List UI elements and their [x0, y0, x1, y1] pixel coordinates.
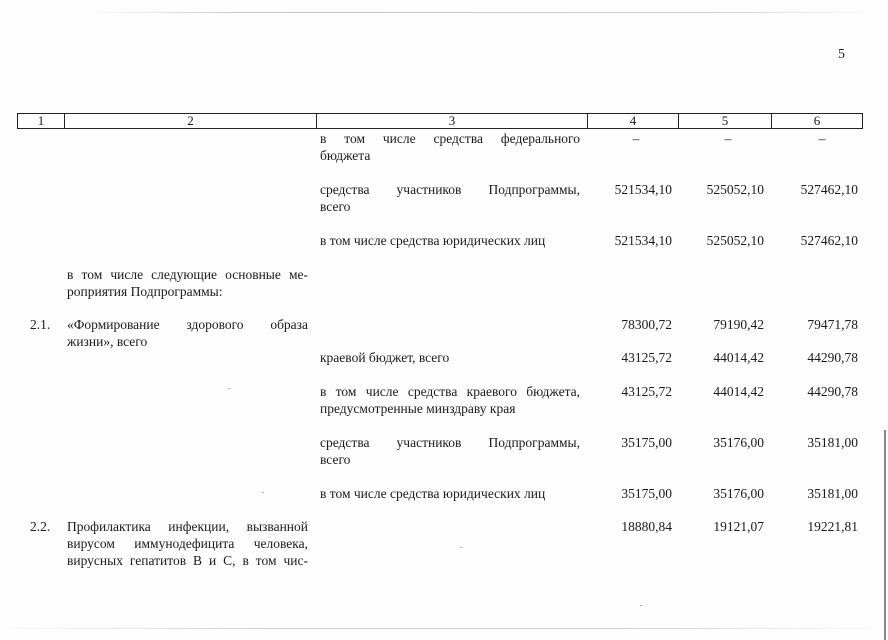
section-heading-line: в том числе следующие основные ме- [67, 267, 308, 282]
row-description-line: всего [320, 199, 351, 214]
item-title-line: вирусных гепатитов B и C, в том чис- [67, 553, 308, 568]
value-col4: 35175,00 [621, 435, 672, 450]
value-col6: 19221,81 [807, 519, 858, 534]
row-description-line: краевой бюджет, всего [320, 350, 450, 365]
value-col5: 79190,42 [713, 317, 764, 332]
row-description-line: предусмотренные минздраву края [320, 401, 516, 416]
header-cell-2: 2 [187, 113, 194, 128]
row-description-line: в том числе средства краевого бюджета, [320, 384, 580, 399]
item-title-line: Профилактика инфекции, вызванной [67, 519, 308, 534]
value-col6: 35181,00 [807, 435, 858, 450]
value-col6: 35181,00 [807, 486, 858, 501]
header-cell-3: 3 [448, 113, 456, 128]
value-col5: 35176,00 [713, 435, 764, 450]
value-col4: 521534,10 [614, 182, 672, 197]
row-description-line: бюджета [320, 148, 371, 163]
value-col4: 78300,72 [621, 317, 672, 332]
scan-bottom-artifact-line [0, 628, 888, 629]
item-title-line: вирусом иммунодефицита человека, [67, 536, 308, 551]
item-title-line: жизни», всего [67, 334, 148, 349]
item-number: 2.1. [30, 317, 51, 332]
scan-speck [228, 388, 230, 389]
value-col5: 525052,10 [706, 233, 764, 248]
value-col5: 44014,42 [713, 350, 764, 365]
header-cell-6: 6 [813, 113, 821, 128]
row-description-line: в том числе средства юридических лиц [320, 486, 546, 501]
value-col6: 79471,78 [807, 317, 858, 332]
header-cell-1: 1 [37, 113, 45, 128]
section-heading-line: роприятия Подпрограммы: [67, 284, 223, 299]
value-col4: 43125,72 [621, 350, 672, 365]
value-col6: 44290,78 [807, 350, 858, 365]
value-col4: 521534,10 [614, 233, 672, 248]
value-col4: 18880,84 [621, 519, 672, 534]
scan-speck [460, 547, 462, 548]
value-col4: 43125,72 [621, 384, 672, 399]
header-cell-4: 4 [629, 113, 637, 128]
value-col5: – [724, 131, 732, 146]
header-cell-5: 5 [721, 113, 729, 128]
value-col4: 35175,00 [621, 486, 672, 501]
value-col4: – [632, 131, 640, 146]
row-description-line: в том числе средства юридических лиц [320, 233, 546, 248]
row-description-line: всего [320, 452, 351, 467]
item-number: 2.2. [30, 519, 51, 534]
row-description-line: средства участников Подпрограммы, [320, 182, 580, 197]
value-col6: 527462,10 [800, 182, 858, 197]
scan-speck [262, 492, 264, 493]
value-col6: 44290,78 [807, 384, 858, 399]
table-header-row [17, 113, 863, 129]
value-col5: 44014,42 [713, 384, 764, 399]
scan-top-artifact-line [90, 12, 870, 13]
value-col5: 525052,10 [706, 182, 764, 197]
row-description-line: средства участников Подпрограммы, [320, 435, 580, 450]
item-title-line: «Формирование здорового образа [67, 317, 308, 332]
scan-right-edge-shadow [884, 430, 886, 640]
page-number: 5 [838, 47, 845, 62]
value-col5: 19121,07 [713, 519, 764, 534]
value-col6: – [818, 131, 826, 146]
scan-speck [640, 605, 642, 606]
row-description-line: в том числе средства федерального [320, 131, 580, 146]
value-col5: 35176,00 [713, 486, 764, 501]
value-col6: 527462,10 [800, 233, 858, 248]
